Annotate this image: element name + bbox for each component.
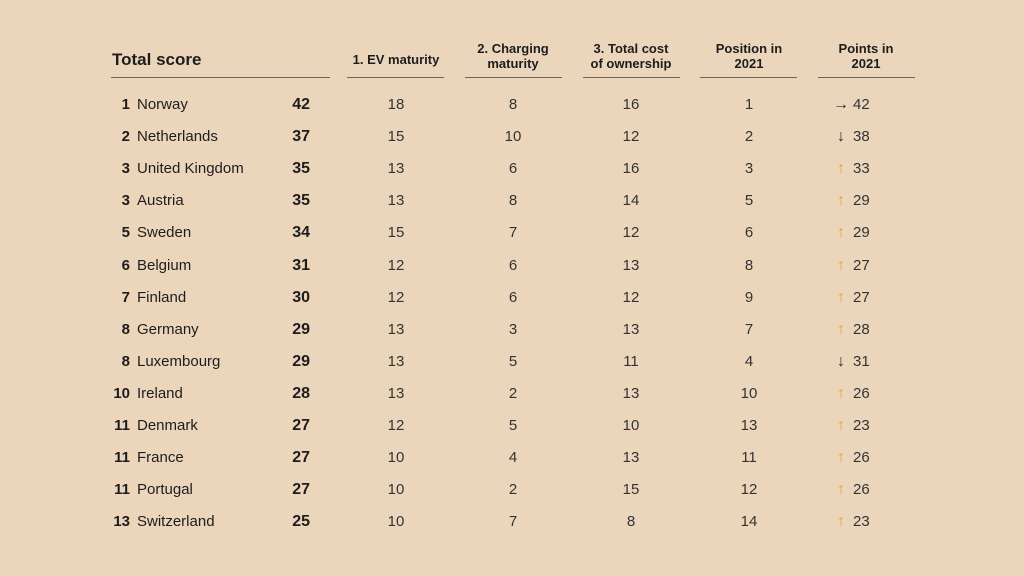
position-2021-cell: 6 <box>744 224 754 242</box>
ev-maturity-cell: 13 <box>387 192 405 210</box>
rank-cell: 11 <box>114 417 130 434</box>
table-row <box>0 185 1024 217</box>
charging-maturity-header <box>458 41 568 71</box>
trend-flat-arrow-icon: → <box>833 96 849 113</box>
ev-maturity-cell: 12 <box>387 256 405 274</box>
trend-up-arrow-icon: ↑ <box>837 160 845 178</box>
ev-maturity-cell: 15 <box>387 128 405 146</box>
ev-maturity-cell: 13 <box>387 384 405 402</box>
trend-up-arrow-icon: ↑ <box>837 320 845 338</box>
table-row <box>0 153 1024 185</box>
position-2021-cell: 10 <box>740 384 758 402</box>
tco-cell: 16 <box>622 160 640 178</box>
tco-cell: 11 <box>623 352 639 370</box>
header-divider <box>818 77 915 78</box>
position-2021-cell: 8 <box>744 256 754 274</box>
rank-cell: 5 <box>121 224 130 242</box>
rank-cell: 10 <box>113 384 130 402</box>
trend-up-arrow-icon: ↑ <box>837 192 845 210</box>
table-row <box>0 378 1024 410</box>
position-2021-cell: 2 <box>744 128 754 146</box>
ev-maturity-cell: 13 <box>387 160 405 178</box>
points-2021-cell: 23 <box>853 513 870 531</box>
trend-up-arrow-icon: ↑ <box>837 481 845 499</box>
position-2021-cell: 14 <box>740 513 758 531</box>
position-header-line2: 2021 <box>734 56 764 71</box>
points-2021-cell: 28 <box>853 320 870 338</box>
total-score-cell: 37 <box>292 128 310 146</box>
points-header-line2: 2021 <box>851 56 881 71</box>
rank-cell: 8 <box>121 320 130 338</box>
total-score-cell: 29 <box>292 320 310 338</box>
rank-cell: 8 <box>121 352 130 370</box>
tco-cell: 8 <box>626 513 636 531</box>
rank-cell: 1 <box>121 96 130 113</box>
table-row <box>0 346 1024 378</box>
table-row <box>0 410 1024 442</box>
rank-cell: 3 <box>121 160 130 178</box>
position-2021-cell: 5 <box>744 192 754 210</box>
charging-maturity-cell: 7 <box>508 224 518 242</box>
position-2021-cell: 11 <box>741 449 757 467</box>
points-2021-cell: 26 <box>853 449 870 467</box>
charging-maturity-cell: 10 <box>504 128 522 146</box>
ev-maturity-cell: 13 <box>387 352 405 370</box>
total-score-cell: 29 <box>292 352 310 370</box>
trend-up-arrow-icon: ↑ <box>837 513 845 531</box>
points-2021-cell: 26 <box>853 384 870 402</box>
ev-maturity-cell: 10 <box>387 481 405 499</box>
position-2021-cell: 7 <box>744 320 754 338</box>
country-cell: Belgium <box>137 256 192 274</box>
table-row <box>0 506 1024 538</box>
ev-maturity-header: 1. EV maturity <box>352 52 440 67</box>
points-2021-cell: 26 <box>853 481 870 499</box>
header-divider <box>111 77 330 78</box>
position-2021-cell: 13 <box>740 417 758 434</box>
country-cell: Luxembourg <box>137 352 221 370</box>
header-divider <box>347 77 444 78</box>
position-2021-cell: 12 <box>740 481 758 499</box>
tco-cell: 16 <box>622 96 640 113</box>
points-2021-cell: 31 <box>853 352 870 370</box>
table-row <box>0 217 1024 249</box>
charging-maturity-cell: 4 <box>508 449 518 467</box>
trend-down-arrow-icon: ↓ <box>837 352 845 370</box>
trend-up-arrow-icon: ↑ <box>837 384 845 402</box>
rank-cell: 13 <box>113 513 130 531</box>
country-cell: Ireland <box>137 384 183 402</box>
country-cell: Netherlands <box>137 128 218 146</box>
total-score-header: Total score <box>112 50 202 69</box>
country-cell: Switzerland <box>137 513 215 531</box>
total-score-cell: 27 <box>292 417 310 434</box>
points-2021-cell: 33 <box>853 160 870 178</box>
rank-cell: 11 <box>114 449 130 467</box>
ev-maturity-cell: 13 <box>387 320 405 338</box>
trend-up-arrow-icon: ↑ <box>837 256 845 274</box>
charging-maturity-cell: 3 <box>508 320 518 338</box>
total-score-cell: 28 <box>292 384 310 402</box>
trend-up-arrow-icon: ↑ <box>837 288 845 306</box>
country-cell: Norway <box>137 96 188 113</box>
points-2021-cell: 27 <box>853 288 870 306</box>
rank-cell: 3 <box>121 192 130 210</box>
table-row <box>0 314 1024 346</box>
charging-maturity-cell: 6 <box>508 288 518 306</box>
position-2021-header <box>694 41 804 71</box>
country-cell: France <box>137 449 184 467</box>
trend-up-arrow-icon: ↑ <box>837 417 845 434</box>
tco-cell: 13 <box>622 384 640 402</box>
tco-cell: 14 <box>622 192 640 210</box>
rank-cell: 7 <box>121 288 130 306</box>
ev-maturity-cell: 10 <box>387 449 405 467</box>
ev-maturity-cell: 15 <box>387 224 405 242</box>
tco-cell: 10 <box>622 417 640 434</box>
tco-header-line1: 3. Total cost <box>593 41 669 56</box>
position-2021-cell: 9 <box>744 288 754 306</box>
charging-maturity-cell: 6 <box>508 256 518 274</box>
trend-up-arrow-icon: ↑ <box>837 449 845 467</box>
charging-header-line2: maturity <box>487 56 539 71</box>
tco-cell: 15 <box>622 481 640 499</box>
ev-maturity-cell: 10 <box>387 513 405 531</box>
charging-maturity-cell: 8 <box>508 192 518 210</box>
tco-cell: 12 <box>622 128 640 146</box>
position-2021-cell: 3 <box>744 160 754 178</box>
charging-maturity-cell: 8 <box>508 96 518 113</box>
charging-header-line1: 2. Charging <box>477 41 549 56</box>
points-2021-cell: 29 <box>853 192 870 210</box>
total-score-cell: 27 <box>292 481 310 499</box>
header-divider <box>583 77 680 78</box>
points-2021-cell: 42 <box>853 96 870 113</box>
header-divider <box>465 77 562 78</box>
tco-cell: 13 <box>622 449 640 467</box>
tco-header-line2: of ownership <box>590 56 672 71</box>
tco-cell: 13 <box>622 256 640 274</box>
country-cell: Austria <box>137 192 184 210</box>
position-2021-cell: 1 <box>744 96 754 113</box>
position-header-line1: Position in <box>715 41 783 56</box>
country-cell: Portugal <box>137 481 193 499</box>
trend-up-arrow-icon: ↑ <box>837 224 845 242</box>
ev-maturity-cell: 12 <box>387 417 405 434</box>
trend-down-arrow-icon: ↓ <box>837 128 845 146</box>
points-2021-cell: 23 <box>853 417 870 434</box>
charging-maturity-cell: 2 <box>508 384 518 402</box>
country-cell: Sweden <box>137 224 192 242</box>
total-score-cell: 30 <box>292 288 310 306</box>
tco-header <box>576 41 686 71</box>
rank-cell: 11 <box>114 481 130 499</box>
total-score-cell: 27 <box>292 449 310 467</box>
header-divider <box>700 77 797 78</box>
country-cell: Germany <box>137 320 199 338</box>
total-score-cell: 42 <box>292 96 310 113</box>
rank-cell: 6 <box>121 256 130 274</box>
points-2021-cell: 38 <box>853 128 870 146</box>
charging-maturity-cell: 5 <box>508 352 518 370</box>
points-2021-cell: 29 <box>853 224 870 242</box>
table-row <box>0 250 1024 282</box>
total-score-cell: 34 <box>292 224 310 242</box>
ev-maturity-cell: 12 <box>387 288 405 306</box>
charging-maturity-cell: 6 <box>508 160 518 178</box>
table-row <box>0 89 1024 121</box>
table-row <box>0 474 1024 506</box>
points-2021-header <box>811 41 921 71</box>
tco-cell: 13 <box>622 320 640 338</box>
country-cell: Finland <box>137 288 187 306</box>
charging-maturity-cell: 2 <box>508 481 518 499</box>
table-row <box>0 442 1024 474</box>
charging-maturity-cell: 5 <box>508 417 518 434</box>
total-score-cell: 35 <box>292 160 310 178</box>
country-cell: United Kingdom <box>137 160 244 178</box>
table-row <box>0 282 1024 314</box>
total-score-cell: 25 <box>292 513 310 531</box>
rank-cell: 2 <box>121 128 130 146</box>
country-cell: Denmark <box>137 417 198 434</box>
total-score-cell: 31 <box>292 256 310 274</box>
points-2021-cell: 27 <box>853 256 870 274</box>
total-score-cell: 35 <box>292 192 310 210</box>
table-row <box>0 121 1024 153</box>
charging-maturity-cell: 7 <box>508 513 518 531</box>
ev-maturity-cell: 18 <box>387 96 405 113</box>
tco-cell: 12 <box>622 224 640 242</box>
position-2021-cell: 4 <box>744 352 754 370</box>
tco-cell: 12 <box>622 288 640 306</box>
points-header-line1: Points in <box>838 41 894 56</box>
